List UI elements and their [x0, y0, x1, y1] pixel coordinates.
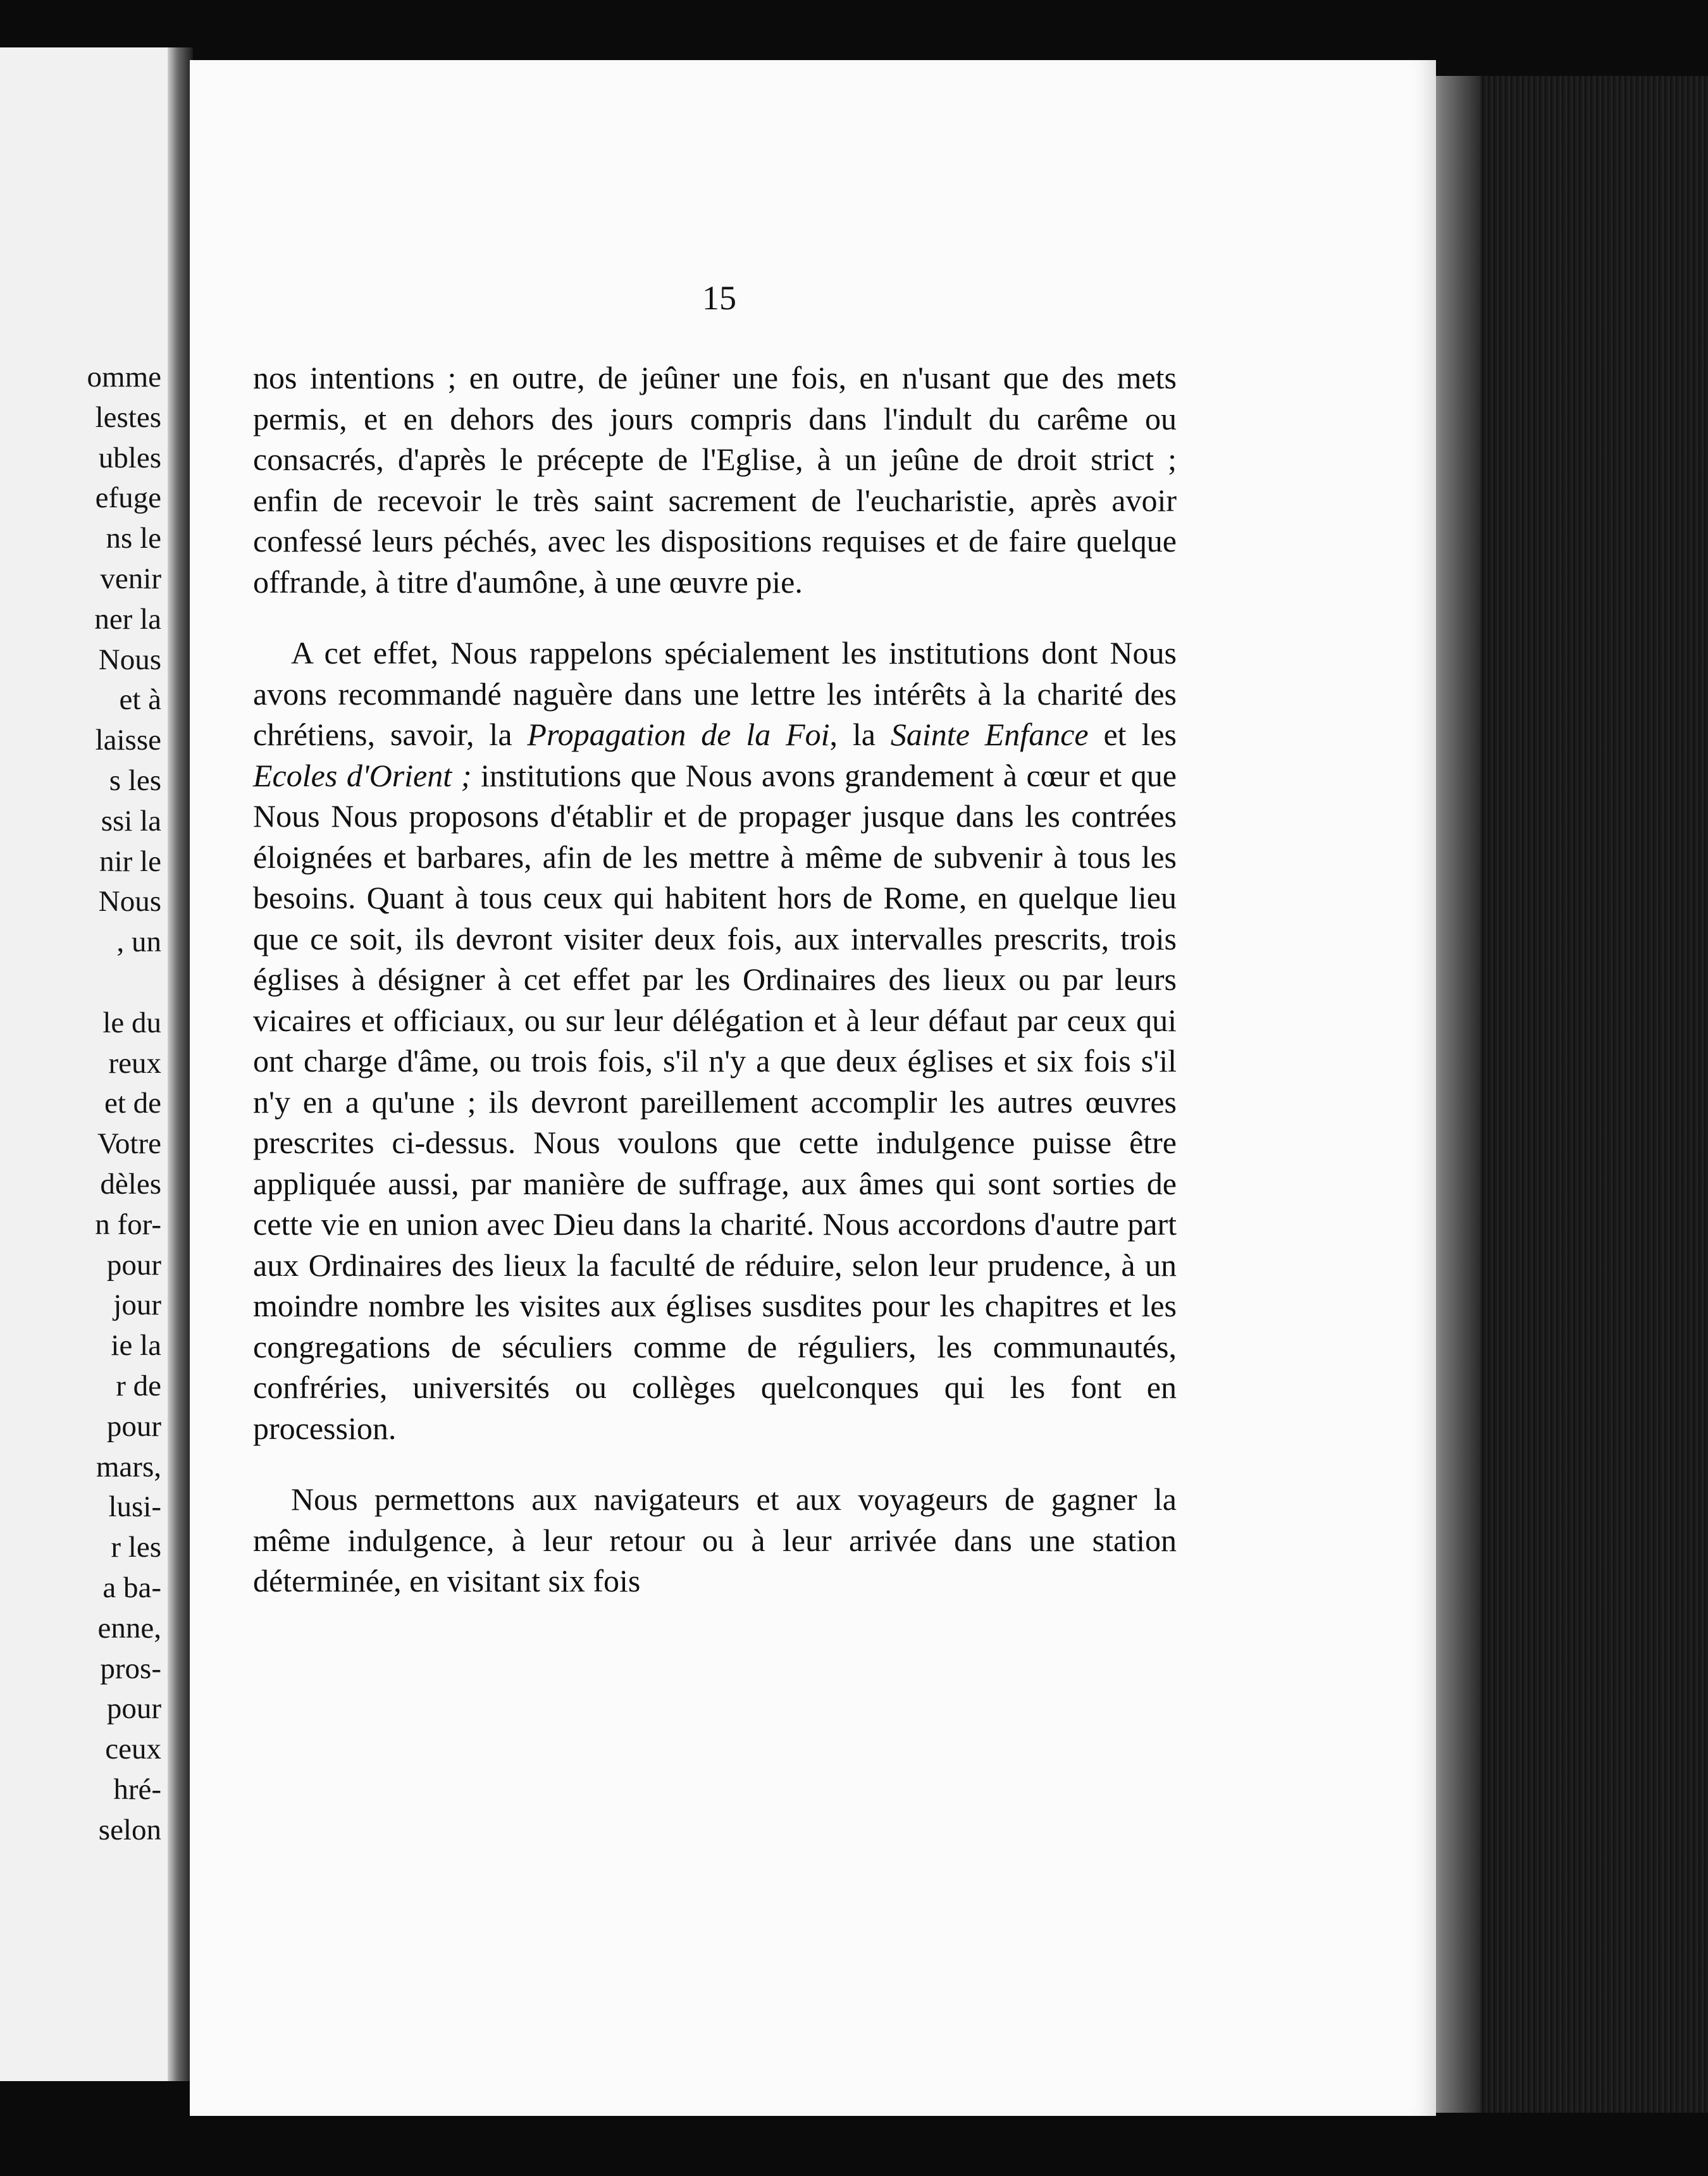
left-page-line: lusi-	[108, 1490, 161, 1524]
italic-text: Propagation de la Foi	[527, 717, 830, 752]
left-page-line: hré-	[113, 1772, 161, 1806]
left-page-line: le du	[102, 1006, 161, 1039]
left-page-line: s les	[109, 763, 161, 797]
body-text	[253, 357, 1177, 1632]
italic-text: Ecoles d'Orient ;	[253, 757, 472, 793]
left-page-line: r les	[111, 1531, 161, 1564]
left-page-line: efuge	[95, 481, 161, 515]
left-page-line: ceux	[105, 1733, 161, 1766]
text-run: Nous permettons aux navigateurs et aux voyageurs de gagner la même indulgence, à leur retour ou à leur arrivée dans une station déterminée, en visitant six fois	[253, 1481, 1177, 1598]
text-run: nos intentions ; en outre, de jeûner une fois, en n'usant que des mets permis, et en dehors des jours compris dans l'indult du carême ou consacrés, d'après le précepte de l'Eglise, à un jeûne de droit strict ; enfin de recevoir le très saint sacrement de l'eucharistie, après avoir confessé leurs péchés, avec les dispositions requises et de faire quelque offrande, à titre d'aumône, à une œuvre pie.	[253, 360, 1177, 600]
left-page-line: reux	[108, 1046, 161, 1080]
left-page-line: omme	[87, 361, 161, 393]
book-gutter	[168, 47, 193, 2081]
left-page-line: ubles	[98, 441, 161, 474]
left-page-line: mars,	[96, 1450, 161, 1483]
paragraph	[253, 357, 1177, 602]
left-page-line: Nous	[98, 643, 161, 676]
paragraph	[253, 1479, 1177, 1602]
left-page-line: ns le	[106, 522, 161, 555]
page-number: 15	[702, 279, 736, 317]
left-page-line: jour	[113, 1289, 161, 1322]
left-page-line: r de	[116, 1369, 161, 1402]
page-edges	[1411, 76, 1708, 2113]
left-page-line: Nous	[98, 885, 161, 918]
left-page-line: pour	[106, 1248, 161, 1282]
left-page-line: laisse	[95, 724, 161, 757]
left-page-line: n for-	[95, 1208, 161, 1241]
left-page-line: selon	[98, 1813, 161, 1846]
left-page-line: pour	[106, 1409, 161, 1443]
left-page-line: et à	[119, 683, 161, 717]
text-run: et les	[1088, 717, 1177, 752]
left-page-line: pour	[106, 1692, 161, 1726]
left-page-text-fragments	[0, 357, 161, 1850]
left-page-line: dèles	[100, 1167, 161, 1201]
left-page-line	[0, 963, 161, 1003]
paragraph	[253, 633, 1177, 1449]
left-page-line: et de	[104, 1087, 161, 1120]
left-page-line: nir le	[99, 844, 161, 878]
left-facing-page	[0, 47, 168, 2081]
left-page-line: , un	[116, 925, 161, 959]
left-page-line: enne,	[97, 1611, 161, 1645]
text-run: , la	[829, 717, 891, 752]
text-run: A cet effet, Nous rappelons spécialement les institutions dont Nous avons recommandé naguère dans une lettre les intérêts à la charité des chrétiens, savoir, la	[253, 635, 1177, 752]
left-page-line: ner la	[94, 602, 161, 636]
italic-text: Sainte Enfance	[890, 717, 1089, 752]
left-page-line: ssi la	[101, 804, 161, 838]
left-page-line: ie la	[111, 1329, 161, 1363]
text-run: institutions que Nous avons grandement à cœur et que Nous Nous proposons d'établir et de propager jusque dans les contrées éloignées et barbares, afin de les mettre à même de subvenir à tous les besoins. Quant à tous ceux qui habitent hors de Rome, en quelque lieu que ce soit, ils devront visiter deux fois, aux intervalles prescrits, trois églises à désigner à cet effet par les Ordinaires des lieux ou par leurs vicaires et officiaux, ou sur leur délégation et à leur défaut par ceux qui ont charge d'âme, ou trois fois, s'il n'y a que deux églises et six fois s'il n'y en a qu'une ; ils devront pareillement accomplir les autres œuvres prescrites ci-dessus. Nous voulons que cette indulgence puisse être appliquée aussi, par manière de suffrage, aux âmes qui sont sorties de cette vie en union avec Dieu dans la charité. Nous accordons d'autre part aux Ordinaires des lieux la faculté de réduire, selon leur prudence, à un moindre nombre les visites aux églises susdites pour les chapitres et les congregations de séculiers comme de réguliers, les communautés, confréries, universités ou collèges quelconques qui les font en procession.	[253, 757, 1177, 1446]
left-page-line: pros-	[100, 1652, 161, 1685]
left-page-line: Votre	[97, 1127, 161, 1161]
left-page-line: a ba-	[102, 1571, 161, 1604]
left-page-line: venir	[100, 562, 161, 595]
left-page-line: lestes	[95, 400, 161, 434]
